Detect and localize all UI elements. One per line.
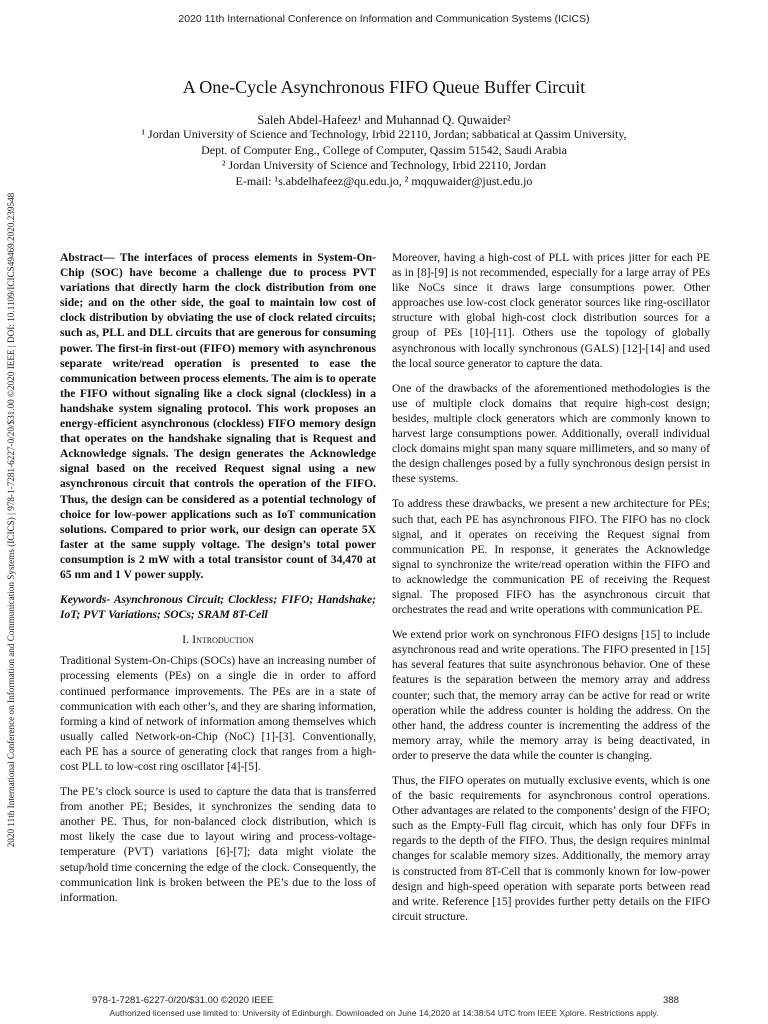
abstract: Abstract— The interfaces of process elements in System-On-Chip (SOC) have become a challenge due to process PVT variations that directly harm the clock distribution from one side; and on the other side, the goal to maintain low cost of clock distribution by obviating the use of clock related circuits; such as, PLL and DLL circuits that are generous for consuming power. The first-in first-out (FIFO) memory with asynchronous separate write/read operation is presented to ease the communication between process elements. The aim is to operate the FIFO without signaling like a clock signal (clockless) in a handshake system signaling protocol. This work proposes an energy-efficient asynchronous (clockless) FIFO memory design that operates on the handshake signaling that is Request and Acknowledge signals. The design generates the Acknowledge signal based on the received Request signal using a new asynchronous circuit that controls the operation of the FIFO. Thus, the design can be considered as a potential technology of choice for low-power applications such as IoT communication solutions. Compared to prior work, our design can operate 5X faster at the same supply voltage. The design’s total power consumption is 2 mW with a total transistor count of 34,470 at 65 nm and 1 V power supply. xyxy=(60,251,376,581)
author-emails: E-mail: ¹s.abdelhafeez@qu.edu.jo, ² mqquwaider@just.edu.jo xyxy=(235,173,533,188)
side-citation xyxy=(2,160,20,880)
intro-paragraph-2: The PE’s clock source is used to capture the data that is transferred from another PE; Besides, it synchronizes the sending data to another PE. Thus, for non-balanced clock distribution, which is most likely the case due to layout wiring and process-voltage-temperature (PVT) variations [6]-[7]; data might violate the setup/hold time concerning the edge of the clock. Consequently, the communication link is broken between the PE’s due to the loss of information. xyxy=(60,785,376,904)
affiliation-1: ¹ Jordan University of Science and Technology, Irbid 22110, Jordan; sabbatical at Qassim University, xyxy=(141,127,627,141)
left-column xyxy=(60,250,376,915)
footer-isbn: 978-1-7281-6227-0/20/$31.00 ©2020 IEEE xyxy=(92,995,274,1006)
intro-paragraph-1: Traditional System-On-Chips (SOCs) have an increasing number of processing elements (PEs) on a single die in order to afford continued performance improvements. The PEs are in a state of communication with each other’s, and they are sharing information, forming a kind of network of information among themselves which usually called Network-on-Chip (NoC) [1]-[3]. Conventionally, each PE has a source of generating clock that ranges from a high-cost PLL to low-cost ring oscillator [4]-[5]. xyxy=(60,654,376,773)
affiliation-3: ² Jordan University of Science and Technology, Irbid 22110, Jordan xyxy=(221,158,547,172)
right-paragraph-2: One of the drawbacks of the aforementioned methodologies is the use of multiple clock domains that require high-cost design; besides, multiple clock generators which are commonly known to harvest large consumptions power. Additionally, overall individual clock domains might span many square millimeters, and so many of the design challenges posed by a fully synchronous design persist in these systems. xyxy=(392,381,710,486)
right-paragraph-4: We extend prior work on synchronous FIFO designs [15] to include asynchronous read and write operations. The FIFO presented in [15] has several features that suite asynchronous behavior. One of these features is the separation between the memory array and address counter; such that, the memory array can be active for read or write operation while the address counter is holding the address. On the other hand, the address counter is incrementing the address of the memory array, while the memory array is being deactivated, in order to preserve the data while the counter is changing. xyxy=(392,628,710,762)
authorized-use-notice: Authorized licensed use limited to: University of Edinburgh. Downloaded on June 14,2020 at 14:38:54 UTC from IEEE Xplore. Restrictions apply. xyxy=(109,1008,659,1018)
side-citation-text: 2020 11th International Conference on Information and Communication Systems (ICICS) | 978-1-7281-6227-0/20/$31.00 ©2020 IEEE | DOI: 10.1109/ICICS49469.2020.239548 xyxy=(6,192,16,848)
paper-authors: Saleh Abdel-Hafeez¹ and Muhannad Q. Quwaider² xyxy=(257,113,511,127)
conference-header: 2020 11th International Conference on Information and Communication Systems (ICICS) xyxy=(178,13,590,25)
page-number: 388 xyxy=(663,995,679,1006)
affiliation-2: Dept. of Computer Eng., College of Computer, Qassim 51542, Saudi Arabia xyxy=(201,142,567,157)
affiliations xyxy=(80,127,688,189)
section-heading-introduction: I. Introduction xyxy=(182,632,254,647)
right-paragraph-5: Thus, the FIFO operates on mutually exclusive events, which is one of the basic requirements for asynchronous control operations. Other advantages are related to the components’ design of the FIFO; such as the Empty-Full flag circuit, which has only four DFFs in regards to the depth of the FIFO. Thus, the design requires minimal changes for scalable memory sizes. Additionally, the memory array is constructed from 8T-Cell that is commonly known for low-power design and high-speed operation with separate ports between read and write. Reference [15] provides further petty details on the FIFO circuit structure. xyxy=(392,774,710,923)
right-paragraph-1: Moreover, having a high-cost of PLL with prices jitter for each PE as in [8]-[9] is not recommended, especially for a large array of PEs like NoCs since it draws large consumptions power. Other approaches use low-cost clock generator sources like ring-oscillator structure with global high-cost clock distribution sources for a group of PEs [10]-[11]. Others use the topology of globally asynchronous with locally synchronous (GALS) [12]-[14] and used the local source generator to capture the data. xyxy=(392,251,710,370)
keywords: Keywords- Asynchronous Circuit; Clockless; FIFO; Handshake; IoT; PVT Variations; SOCs; SRAM 8T-Cell xyxy=(60,593,376,622)
right-paragraph-3: To address these drawbacks, we present a new architecture for PEs; such that, each PE has asynchronous FIFO. The FIFO has no clock signal, and it operates on receiving the Request signal from communication PE. In response, it generates the Acknowledge signal to synchronize the write/read operation within the FIFO and to acknowledge the communication PE of receiving the Request signal. The proposed FIFO has the asynchronous circuit that orchestrates the read and write operations with communication PE. xyxy=(392,497,710,617)
right-column xyxy=(392,250,710,934)
paper-title: A One-Cycle Asynchronous FIFO Queue Buffer Circuit xyxy=(182,77,586,97)
